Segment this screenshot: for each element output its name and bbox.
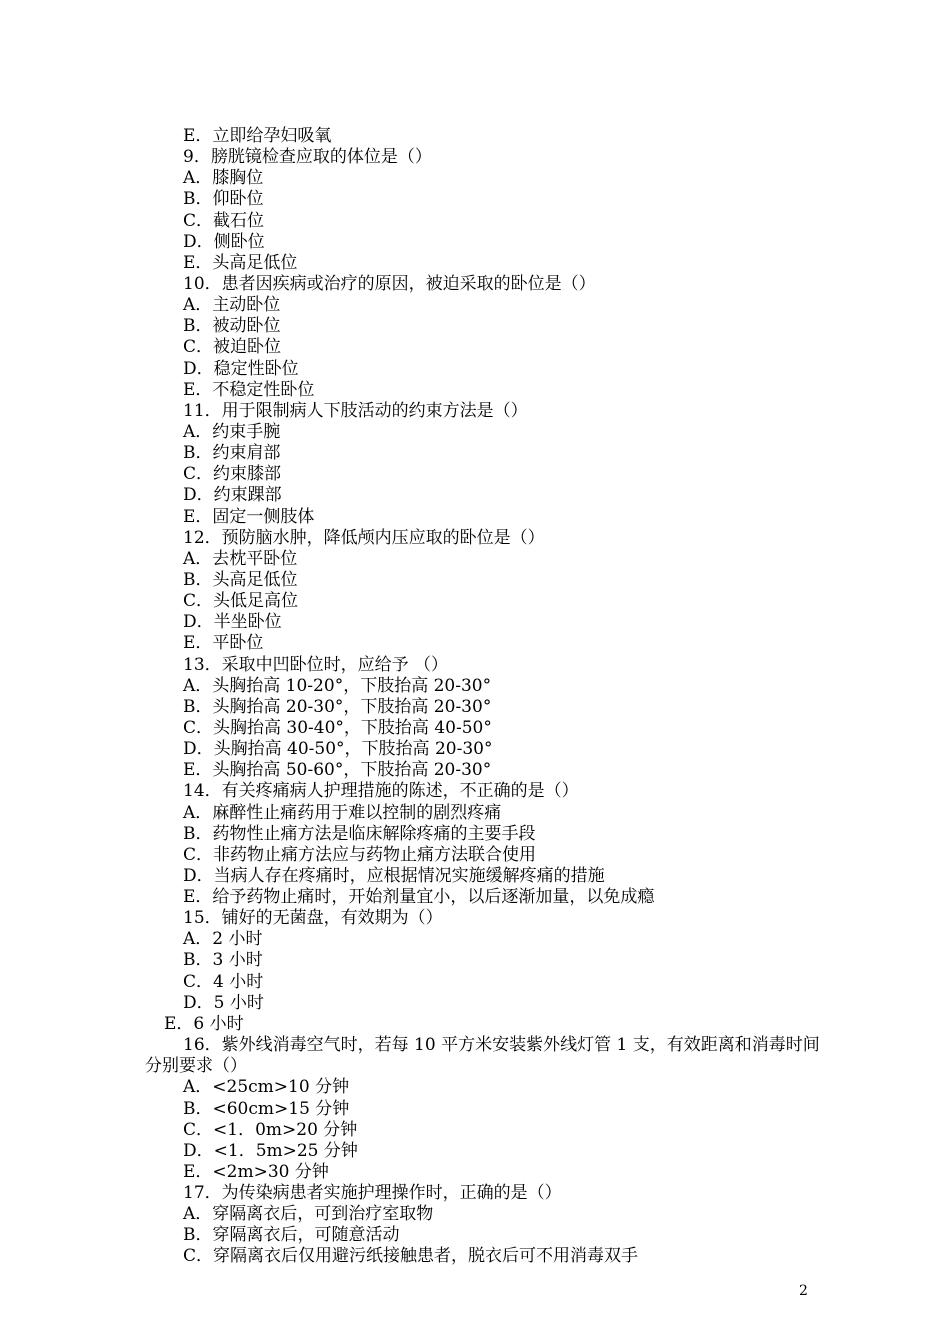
answer-option: C．头低足高位 — [183, 591, 299, 612]
answer-option: B．<60cm>15 分钟 — [183, 1098, 350, 1119]
question-text — [145, 126, 825, 1268]
question-stem: 14．有关疼痛病人护理措施的陈述，不正确的是（） — [183, 781, 579, 802]
answer-option: C．被迫卧位 — [183, 337, 282, 358]
page-number: 2 — [799, 1283, 808, 1299]
text-line: E．立即给孕妇吸氧 — [183, 126, 332, 146]
answer-option: E．固定一侧肢体 — [183, 506, 315, 527]
answer-option: E．平卧位 — [183, 633, 264, 654]
answer-option: C．约束膝部 — [183, 464, 282, 485]
answer-option: E．6 小时 — [164, 1013, 244, 1034]
question-stem: 10．患者因疾病或治疗的原因，被迫采取的卧位是（） — [183, 273, 596, 294]
question-stem: 11．用于限制病人下肢活动的约束方法是（） — [183, 400, 528, 421]
answer-option: C．头胸抬高 30-40°，下肢抬高 40-50° — [183, 717, 492, 738]
answer-option: D．<1．5m>25 分钟 — [183, 1140, 358, 1161]
question-stem: 9．膀胱镜检查应取的体位是（） — [183, 147, 432, 168]
question-stem: 17．为传染病患者实施护理操作时，正确的是（） — [183, 1183, 562, 1204]
answer-option: C．<1．0m>20 分钟 — [183, 1119, 358, 1140]
question-stem: 16．紫外线消毒空气时，若每 10 平方米安装紫外线灯管 1 支，有效距离和消毒时间分别要求（） — [145, 1035, 820, 1077]
answer-option: C．截石位 — [183, 210, 265, 231]
answer-option: C．穿隔离衣后仅用避污纸接触患者，脱衣后可不用消毒双手 — [183, 1246, 639, 1267]
answer-option: D．侧卧位 — [183, 231, 265, 252]
answer-option: B．约束肩部 — [183, 443, 281, 464]
answer-option: A．约束手腕 — [183, 421, 281, 442]
answer-option: D．约束踝部 — [183, 485, 282, 506]
answer-option: E．不稳定性卧位 — [183, 379, 315, 400]
answer-option: E．头高足低位 — [183, 252, 298, 273]
answer-option: A．膝胸位 — [183, 168, 264, 189]
question-stem: 12．预防脑水肿，降低颅内压应取的卧位是（） — [183, 527, 545, 548]
answer-option: E．<2m>30 分钟 — [183, 1161, 329, 1182]
answer-option: B．药物性止痛方法是临床解除疼痛的主要手段 — [183, 823, 536, 844]
answer-option: B．头高足低位 — [183, 569, 298, 590]
answer-option: E．给予药物止痛时，开始剂量宜小，以后逐渐加量，以免成瘾 — [183, 887, 655, 908]
answer-option: D．稳定性卧位 — [183, 358, 299, 379]
answer-option: E．头胸抬高 50-60°，下肢抬高 20-30° — [183, 760, 492, 781]
answer-option: B．穿隔离衣后，可随意活动 — [183, 1225, 400, 1246]
answer-option: B．3 小时 — [183, 950, 263, 971]
question-stem: 13．采取中凹卧位时，应给予 （） — [183, 654, 449, 675]
answer-option: D．当病人存在疼痛时，应根据情况实施缓解疼痛的措施 — [183, 865, 605, 886]
answer-option: A．头胸抬高 10-20°，下肢抬高 20-30° — [183, 675, 492, 696]
answer-option: C．非药物止痛方法应与药物止痛方法联合使用 — [183, 844, 537, 865]
answer-option: A．麻醉性止痛药用于难以控制的剧烈疼痛 — [183, 802, 502, 823]
answer-option: A．2 小时 — [183, 929, 263, 950]
answer-option: A．主动卧位 — [183, 295, 281, 316]
answer-option: B．被动卧位 — [183, 316, 281, 337]
answer-option: D．5 小时 — [183, 992, 264, 1013]
answer-option: D．头胸抬高 40-50°，下肢抬高 20-30° — [183, 739, 493, 760]
question-stem: 15．铺好的无菌盘，有效期为（） — [183, 908, 443, 929]
answer-option: B．头胸抬高 20-30°，下肢抬高 20-30° — [183, 696, 492, 717]
answer-option: D．半坐卧位 — [183, 612, 282, 633]
answer-option: A．<25cm>10 分钟 — [183, 1077, 350, 1098]
answer-option: A．去枕平卧位 — [183, 548, 298, 569]
answer-option: B．仰卧位 — [183, 189, 264, 210]
answer-option: A．穿隔离衣后，可到治疗室取物 — [183, 1204, 434, 1225]
answer-option: C．4 小时 — [183, 971, 264, 992]
